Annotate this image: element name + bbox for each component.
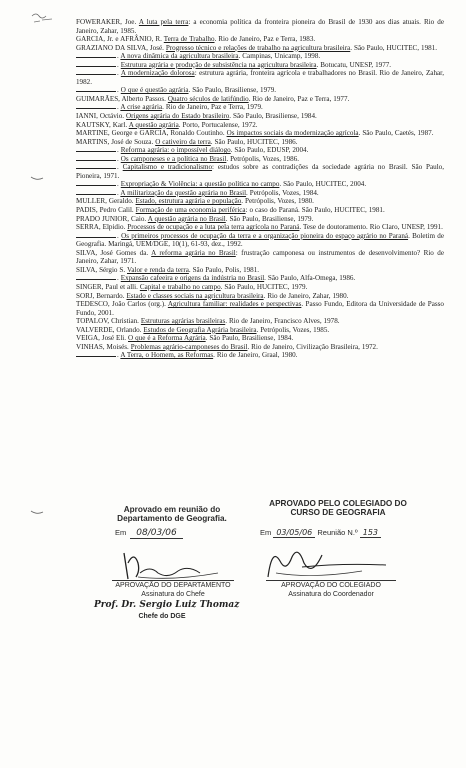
entry-publication: . São Paulo, Brasiliense, 1984. — [229, 112, 317, 121]
repeat-author-dash — [76, 87, 116, 92]
bibliography-entry — [76, 163, 444, 180]
entry-publication: . Passo Fundo, Editora da Universidade de Passo Fundo, 2001. — [76, 300, 444, 317]
department-stamp-line1: Aprovado em reunião do — [123, 505, 221, 514]
entry-author: GUIMARÃES, Alberto Passos. — [76, 94, 168, 103]
repeat-author-dash — [76, 62, 116, 67]
repeat-author-dash — [76, 156, 116, 161]
entry-publication: . Petrópolis, Vozes, 1986. — [226, 154, 300, 163]
repeat-author-dash — [76, 104, 116, 109]
bibliography-entry — [76, 351, 444, 360]
entry-title: Os impactos sociais da modernização agrícola — [226, 129, 359, 138]
entry-publication: . Petrópolis, Vozes, 1980. — [241, 197, 314, 206]
entry-publication: . São Paulo, EDUSP, 2004. — [230, 146, 309, 155]
entry-publication: . Rio de Janeiro, Francisco Alves, 1978. — [225, 317, 340, 326]
entry-author: SINGER, Paul et alli. — [76, 282, 140, 291]
entry-author: . — [117, 154, 121, 163]
bibliography-entry — [76, 326, 444, 335]
entry-title: Terra de Trabalho — [163, 35, 215, 44]
entry-publication: . São Paulo, Polis, 1981. — [188, 265, 260, 274]
bibliography-entry — [76, 129, 444, 138]
bibliography-entry — [76, 197, 444, 206]
colegiado-approval-caption: APROVAÇÃO DO COLEGIADO — [281, 582, 381, 589]
bibliography-entry — [76, 300, 444, 317]
entry-author: VEIGA, José Eli. — [76, 334, 129, 343]
entry-author: MULLER, Geraldo. — [76, 197, 136, 206]
entry-publication: . Rio de Janeiro, Paz e Terra, 1977. — [248, 94, 350, 103]
entry-title: A militarização da questão agrária no Brasil — [120, 188, 247, 197]
entry-author: . — [117, 69, 121, 78]
entry-title: Processos de ocupação e a luta pela terra agrícola no Paraná — [127, 223, 300, 232]
entry-author: SORJ, Bernardo. — [76, 291, 127, 300]
entry-title: Capital e trabalho no campo — [139, 282, 221, 291]
bibliography-entry — [76, 112, 444, 121]
margin-mark-1 — [30, 176, 44, 182]
entry-author: SILVA, Sérgio S. — [76, 265, 127, 274]
entry-title: A questão agrária — [128, 120, 179, 129]
bibliography-entry — [76, 18, 444, 35]
entry-publication: : o caso do Paraná. São Paulo, HUCITEC, 1981. — [245, 206, 385, 215]
entry-author: VALVERDE, Orlando. — [76, 325, 144, 334]
entry-author: MARTINE, George e GARCIA, Ronaldo Coutinho. — [76, 129, 227, 138]
department-date-label: Em — [115, 528, 127, 537]
entry-publication: . Rio de Janeiro, Zahar, 1980. — [263, 291, 349, 300]
entry-publication: : a economia política da fronteira pioneira do Brasil de 1930 aos dias atuais. Rio de Janeiro, Zahar, 1985. — [76, 18, 444, 35]
entry-publication: : estudos sobre as contradições da sociedade agrária no Brasil. São Paulo, Pioneira, 1971. — [76, 163, 444, 180]
entry-author: . — [117, 52, 121, 61]
entry-publication: . Botucatu, UNESP, 1977. — [316, 60, 392, 69]
entry-publication: . Tese de doutoramento. Rio Claro, UNESP, 1991. — [299, 223, 443, 232]
entry-author: . — [117, 103, 121, 112]
entry-publication: . Rio de Janeiro, Graal, 1980. — [213, 351, 298, 360]
department-signature-line — [112, 580, 234, 581]
entry-title: Valor e renda da terra — [127, 265, 189, 274]
repeat-author-dash — [76, 164, 116, 169]
professor-name: Prof. Dr. Sergio Luiz Thomaz — [94, 600, 240, 610]
entry-title: Agricultura familiar: realidades e perspectivas — [167, 300, 302, 309]
bibliography-entry — [76, 61, 444, 70]
repeat-author-dash — [76, 147, 116, 152]
entry-publication: . São Paulo, Brasiliense, 1984. — [205, 334, 294, 343]
entry-publication: . São Paulo, HUCITEC, 1979. — [220, 282, 308, 291]
entry-title: Estado, estrutura agrária e população — [135, 197, 242, 206]
entry-author: PRADO JUNIOR, Caio. — [76, 214, 148, 223]
entry-publication: . São Paulo, Brasiliense, 1979. — [188, 86, 277, 95]
department-stamp-line2: Departamento de Geografia. — [117, 514, 227, 523]
entry-author: . — [117, 180, 121, 189]
entry-publication: . São Paulo, HUCITEC, 1986. — [210, 137, 298, 146]
entry-author: PADIS, Pedro Calil. — [76, 206, 136, 215]
entry-publication: . Petrópolis, Vozes, 1985. — [256, 325, 330, 334]
entry-title: A luta pela terra — [138, 18, 189, 26]
bibliography-entry — [76, 44, 444, 53]
entry-title: O que é questão agrária — [120, 86, 189, 95]
entry-author: KAUTSKY, Karl. — [76, 120, 129, 129]
bibliography-entry — [76, 103, 444, 112]
department-signature-caption: Assinatura do Chefe — [141, 591, 205, 598]
entry-title: Estruturas agrárias brasileiras — [140, 317, 226, 326]
entry-publication: . Rio de Janeiro, Paz e Terra, 1983. — [214, 35, 316, 44]
entry-title: Os camponeses e a política no Brasil — [120, 154, 227, 163]
entry-publication: . São Paulo, Caetés, 1987. — [358, 129, 434, 138]
entry-publication: . Campinas, Unicamp, 1998. — [238, 52, 321, 61]
bibliography-entry — [76, 189, 444, 198]
entry-title: O que é a Reforma Agrária — [128, 334, 206, 343]
entry-author: . — [117, 60, 121, 69]
entry-author: TOPALOV, Christian. — [76, 317, 141, 326]
entry-publication: . Rio de Janeiro, Paz e Terra, 1979. — [162, 103, 263, 112]
entry-author: TEDESCO, João Carlos (org.). — [76, 300, 168, 309]
bibliography-entry — [76, 69, 444, 86]
bibliography-entry — [76, 317, 444, 326]
entry-author: . — [117, 274, 121, 283]
bibliography-entry — [76, 223, 444, 232]
bibliography-entry — [76, 121, 444, 130]
entry-publication: . Porto, Portucalense, 1972. — [178, 120, 258, 129]
bibliography-entry — [76, 206, 444, 215]
colegiado-reuniao-value: 153 — [360, 528, 381, 538]
entry-title: Reforma agrária: o impossível diálogo — [120, 146, 231, 155]
department-stamp — [107, 505, 237, 538]
entry-title: A reforma agrária no Brasil — [151, 248, 236, 257]
department-approval-caption: APROVAÇÃO DO DEPARTAMENTO — [115, 582, 231, 589]
colegiado-stamp — [258, 499, 418, 537]
entry-author: . — [117, 351, 121, 360]
entry-author: . — [117, 231, 122, 240]
entry-title: Problemas agrário-camponeses do Brasil — [130, 342, 248, 351]
entry-publication: . São Paulo, HUCITEC, 1981. — [350, 43, 437, 52]
entry-title: Progresso técnico e relações de trabalho na agricultura brasileira — [165, 43, 351, 52]
entry-author: . — [117, 146, 121, 155]
bibliography-entry — [76, 215, 444, 224]
repeat-author-dash — [76, 233, 116, 238]
entry-publication: . Rio de Janeiro, Civilização Brasileira, 1972. — [247, 342, 378, 351]
entry-publication: : estrutura agrária, fronteira agrícola e trabalhadores no Brasil. Rio de Janeiro, Zahar, 1982. — [76, 69, 444, 86]
entry-author: SILVA, José Gomes da. — [76, 248, 152, 257]
entry-title: Quatro séculos de latifúndio — [167, 94, 249, 103]
bibliography-entry — [76, 283, 444, 292]
professor-role: Chefe do DGE — [138, 613, 186, 620]
repeat-author-dash — [76, 190, 116, 195]
colegiado-stamp-line1: APROVADO PELO COLEGIADO DO — [269, 499, 407, 508]
entry-author: IANNI, Octávio. — [76, 112, 127, 121]
entry-title: Origens agrária do Estado brasileiro — [126, 112, 230, 121]
bibliography-entry — [76, 52, 444, 61]
colegiado-date-value: 03/05/06 — [273, 528, 315, 538]
repeat-author-dash — [76, 53, 116, 58]
repeat-author-dash — [76, 70, 116, 75]
repeat-author-dash — [76, 181, 116, 186]
entry-title: Expansão cafeeira e origens da indústria no Brasil — [120, 274, 265, 283]
repeat-author-dash — [76, 352, 116, 357]
entry-title: A crise agrária — [120, 103, 163, 112]
coordinator-signature-line — [266, 580, 396, 581]
entry-author: GRAZIANO DA SILVA, José. — [76, 43, 166, 52]
colegiado-reuniao-label: Reunião N.º — [317, 528, 358, 537]
approval-section — [0, 495, 466, 768]
coordinator-signature-caption: Assinatura do Coordenador — [288, 591, 374, 598]
repeat-author-dash — [76, 275, 116, 280]
bibliography-entry — [76, 95, 444, 104]
entry-title: Formação de uma economia periférica — [135, 206, 246, 215]
entry-author: . — [117, 188, 121, 197]
department-date-value: 08/03/06 — [130, 528, 182, 539]
bibliography-entry — [76, 232, 444, 249]
entry-title: A Terra, o Homem, as Reformas — [120, 351, 214, 360]
entry-author: MARTINS, José de Souza. — [76, 137, 156, 146]
bibliography-entry — [76, 180, 444, 189]
entry-author: GARCIA, Jr. e AFRÂNIO, R. — [76, 35, 164, 44]
bibliography-entry — [76, 274, 444, 283]
bibliography-entry — [76, 343, 444, 352]
entry-title: Estrutura agrária e produção de subsistência na agricultura brasileira — [120, 60, 317, 69]
entry-title: Expropriação & Violência: a questão política no campo — [120, 180, 280, 189]
entry-author: SERRA, Elpidio. — [76, 223, 128, 232]
entry-title: A modernização dolorosa — [120, 69, 195, 78]
entry-publication: . Boletim de Geografia. Maringá, UEM/DGE, 10(1), 61-93, dez., 1992. — [76, 231, 445, 249]
entry-publication: : frustração camponesa ou instrumentos de desenvolvimento? Rio de Janeiro, Zahar, 1971. — [76, 248, 444, 266]
bibliography-entry — [76, 146, 444, 155]
entry-author: VINHAS, Moisés. — [76, 342, 131, 351]
colegiado-stamp-line2: CURSO DE GEOGRAFIA — [290, 508, 386, 517]
entry-author: . — [117, 86, 121, 95]
bibliography-entry — [76, 155, 444, 164]
bibliography-entry — [76, 334, 444, 343]
colegiado-date-label: Em — [260, 528, 272, 537]
entry-publication: . Petrópolis, Vozes, 1984. — [246, 188, 319, 197]
corner-scribble — [30, 10, 58, 26]
bibliography-entry — [76, 35, 444, 44]
entry-title: A nova dinâmica da agricultura brasileira — [120, 52, 239, 61]
department-signature — [118, 543, 228, 585]
entry-publication: . São Paulo, Brasiliense, 1979. — [225, 214, 314, 223]
entry-title: O cativeiro da terra — [155, 137, 211, 146]
entry-author: FOWERAKER, Joe. — [76, 18, 139, 26]
bibliography-entry — [76, 138, 444, 147]
entry-title: Os primeiros processos de ocupação da terra e a organização pioneira do espaço agrário no Paraná — [121, 231, 409, 240]
bibliography-entry — [76, 249, 444, 266]
entry-publication: . São Paulo, HUCITEC, 2004. — [279, 180, 367, 189]
entry-author: . — [117, 163, 123, 172]
entry-title: Estado e classes sociais na agricultura brasileira — [126, 291, 264, 300]
entry-title: Capitalismo e tradicionalismo — [122, 163, 213, 172]
bibliography-list — [76, 18, 444, 360]
bibliography-entry — [76, 292, 444, 301]
entry-title: A questão agrária no Brasil — [147, 214, 226, 223]
entry-title: Estudos de Geografia Agrária brasileira — [143, 325, 257, 334]
entry-publication: . São Paulo, Alfa-Omega, 1986. — [264, 274, 356, 283]
bibliography-entry — [76, 86, 444, 95]
coordinator-signature — [262, 537, 392, 585]
bibliography-entry — [76, 266, 444, 275]
